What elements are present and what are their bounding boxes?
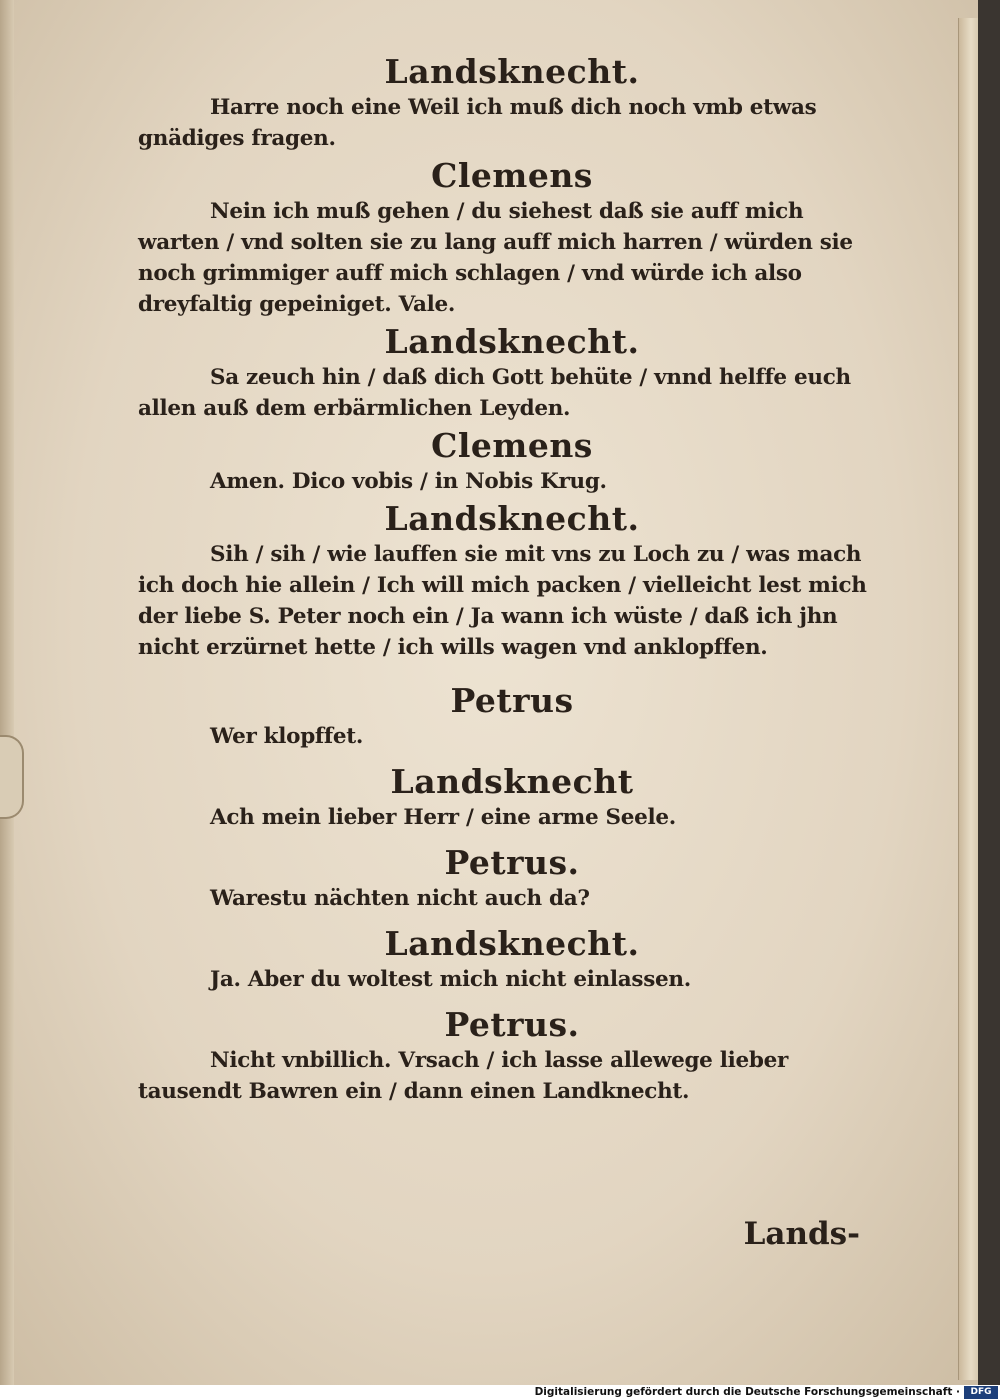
speaker-heading: Landsknecht. (384, 499, 640, 538)
speech-text: Amen. Dico vobis / in Nobis Krug. (210, 469, 607, 494)
speech-text: Harre noch eine Weil ich muß dich noch vmb etwas gnädiges fragen. (138, 95, 817, 151)
speaker-heading: Petrus. (444, 843, 580, 882)
catchword: Lands- (743, 1216, 860, 1252)
speech-text: Nein ich muß gehen / du siehest daß sie auff mich warten / vnd solten sie zu lang auff mich harren / würden sie noch grimmiger auff mich schlagen / vnd würde ich also dreyfaltig gepeiniget. Vale. (138, 199, 853, 317)
page-spine-shadow (0, 0, 14, 1385)
speaker-heading: Landsknecht. (384, 924, 640, 963)
speech-text: Ja. Aber du woltest mich nicht einlassen. (210, 967, 691, 992)
digitization-footer (0, 1385, 1000, 1400)
speaker-heading: Clemens (431, 426, 593, 465)
speaker-heading: Petrus (450, 681, 574, 720)
page-edge-stack (958, 18, 978, 1380)
speech-text: Sih / sih / wie lauffen sie mit vns zu Loch zu / was mach ich doch hie allein / Ich will mich packen / vielleicht lest mich der liebe S. Peter noch ein / Ja wann ich wüste / daß ich jhn nicht erzürnet hette / ich wills wagen vnd anklopffen. (138, 542, 867, 660)
speech-text: Nicht vnbillich. Vrsach / ich lasse allewege lieber tausendt Bawren ein / dann einen Landknecht. (138, 1048, 788, 1104)
dialogue-text (138, 52, 886, 1109)
speaker-heading: Clemens (431, 156, 593, 195)
speech-text: Ach mein lieber Herr / eine arme Seele. (210, 805, 676, 830)
speech-text: Wer klopffet. (210, 724, 364, 749)
speech-text: Sa zeuch hin / daß dich Gott behüte / vnnd helffe euch allen auß dem erbärmlichen Leyden. (138, 365, 851, 421)
page-clip-mark (0, 735, 24, 819)
funding-credit: Digitalisierung gefördert durch die Deutsche Forschungsgemeinschaft · (534, 1386, 960, 1398)
speech-text: Warestu nächten nicht auch da? (210, 886, 590, 911)
speaker-heading: Landsknecht. (384, 322, 640, 361)
speaker-heading: Petrus. (444, 1005, 580, 1044)
speaker-heading: Landsknecht (390, 762, 634, 801)
speaker-heading: Landsknecht. (384, 52, 640, 91)
dfg-logo-icon: DFG (964, 1386, 998, 1399)
